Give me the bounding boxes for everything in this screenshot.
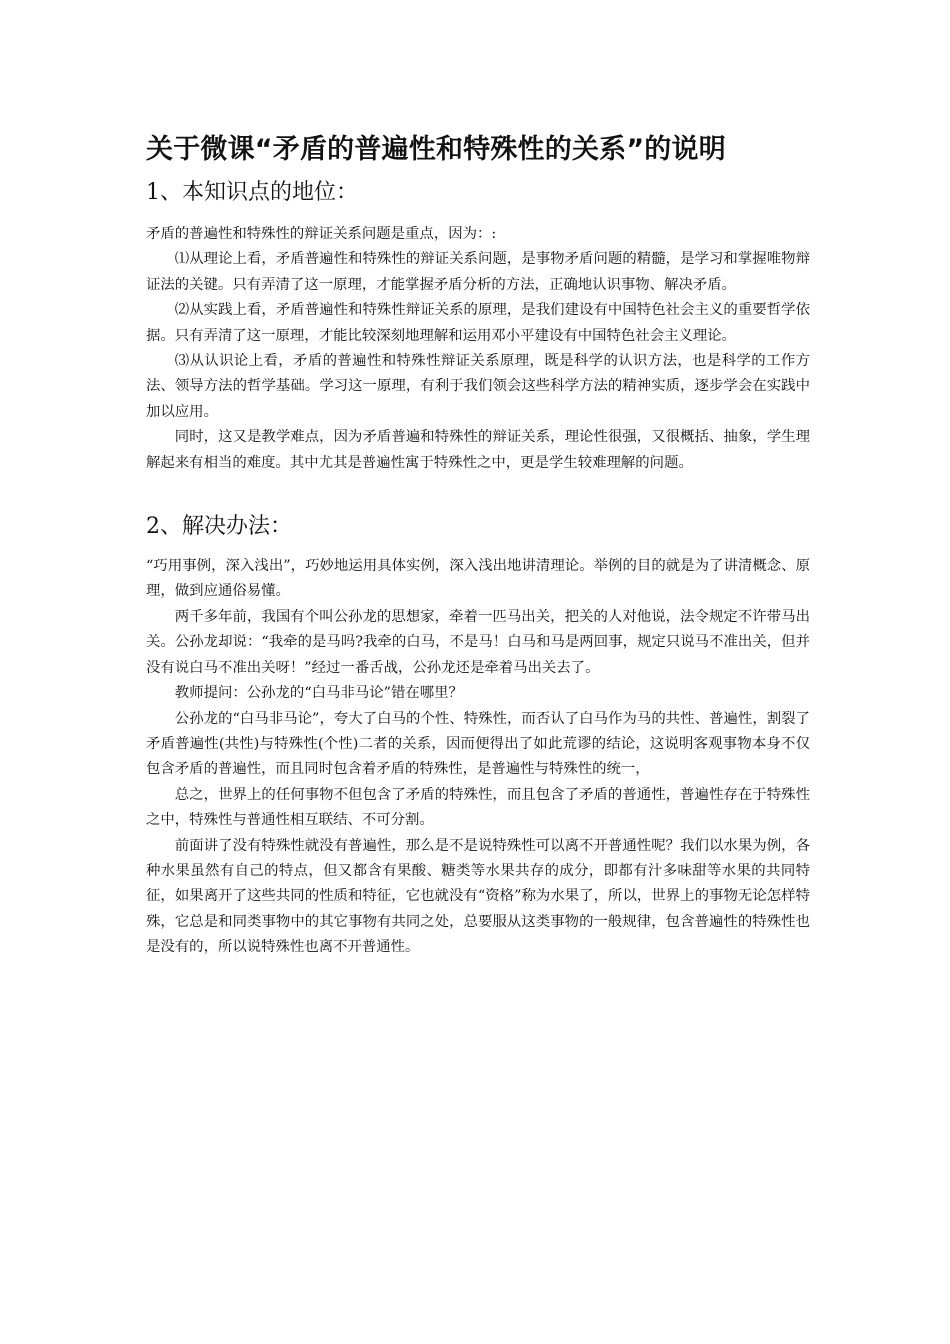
- document-title: 关于微课“矛盾的普遍性和特殊性的关系”的说明: [146, 134, 726, 165]
- paragraph: 公孙龙的“白马非马论”，夸大了白马的个性、特殊性，而否认了白马作为马的共性、普遍性，割裂了矛盾普遍性(共性)与特殊性(个性)二者的关系，因而便得出了如此荒谬的结论，这说明客观事物本身不仅包含矛盾的普遍性，而且同时包含着矛盾的特殊性，是普遍性与特殊性的统一，: [146, 710, 810, 778]
- paragraph: 前面讲了没有特殊性就没有普遍性，那么是不是说特殊性可以离不开普通性呢？我们以水果为例，各种水果虽然有自己的特点，但又都含有果酸、糖类等水果共存的成分，即都有汁多味甜等水果的共同特征，如果离开了这些共同的性质和特征，它也就没有“资格”称为水果了，所以，世界上的事物无论怎样特殊，它总是和同类事物中的其它事物有共同之处，总要服从这类事物的一般规律，包含普遍性的特殊性也是没有的，所以说特殊性也离不开普通性。: [146, 837, 810, 956]
- paragraph: ⑴从理论上看，矛盾普遍性和特殊性的辩证关系问题，是事物矛盾问题的精髓，是学习和掌握唯物辩证法的关键。只有弄清了这一原理，才能掌握矛盾分析的方法，正确地认识事物、解决矛盾。: [146, 251, 810, 293]
- paragraph: 两千多年前，我国有个叫公孙龙的思想家，牵着一匹马出关，把关的人对他说，法令规定不许带马出关。公孙龙却说：“我牵的是马吗?我牵的白马，不是马！白马和马是两回事，规定只说马不准出关，但并没有说白马不准出关呀！”经过一番舌战，公孙龙还是牵着马出关去了。: [146, 608, 810, 676]
- paragraph: ⑶从认识论上看，矛盾的普遍性和特殊性辩证关系原理，既是科学的认识方法，也是科学的工作方法、领导方法的哲学基础。学习这一原理，有利于我们领会这些科学方法的精神实质，逐步学会在实践中加以应用。: [146, 353, 810, 420]
- paragraph: 总之，世界上的任何事物不但包含了矛盾的特殊性，而且包含了矛盾的普通性，普遍性存在于特殊性之中，特殊性与普通性相互联结、不可分割。: [146, 786, 810, 829]
- paragraph: 矛盾的普遍性和特殊性的辩证关系问题是重点，因为：:: [146, 226, 497, 242]
- paragraph: 同时，这又是教学难点，因为矛盾普遍和特殊性的辩证关系，理论性很强，又很概括、抽象，学生理解起来有相当的难度。其中尤其是普遍性寓于特殊性之中，更是学生较难理解的问题。: [146, 429, 810, 471]
- section-heading-solution: 2、解决办法：: [146, 514, 292, 540]
- paragraph: “巧用事例，深入浅出”，巧妙地运用具体实例，深入浅出地讲清理论。举例的目的就是为了讲清概念、原理，做到应通俗易懂。: [146, 558, 810, 600]
- paragraph: 教师提问：公孙龙的“白马非马论”错在哪里？: [174, 685, 463, 702]
- document-page: [146, 130, 810, 961]
- paragraph: ⑵从实践上看，矛盾普遍性和特殊性辩证关系的原理，是我们建设有中国特色社会主义的重要哲学依据。只有弄清了这一原理，才能比较深刻地理解和运用邓小平建设有中国特色社会主义理论。: [146, 302, 810, 344]
- section-heading-position: 1、本知识点的地位：: [146, 180, 358, 205]
